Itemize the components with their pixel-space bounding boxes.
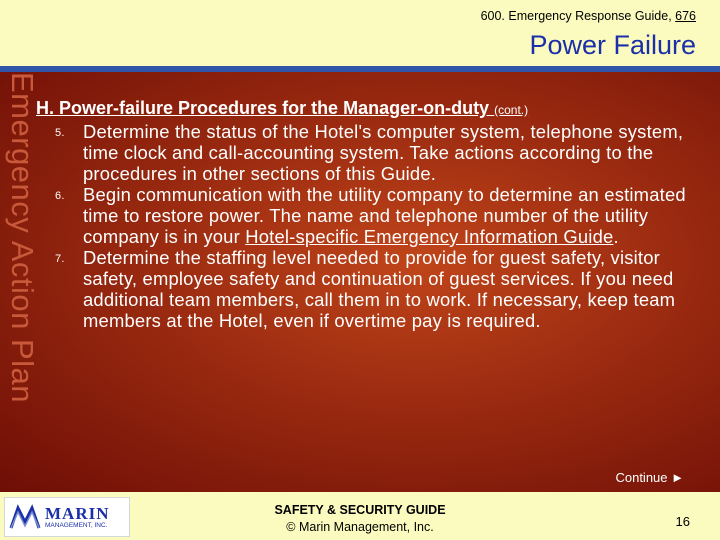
list-item-text: Begin communication with the utility company to determine an estimated time to restore power. The name and telephone number of the utility company is in your (83, 184, 686, 247)
section-heading-text: H. Power-failure Procedures for the Manager-on-duty (36, 98, 490, 118)
page-title: Power Failure (529, 30, 696, 60)
page-number: 16 (675, 514, 690, 529)
vertical-label-container (0, 72, 40, 492)
footer-title: SAFETY & SECURITY GUIDE (274, 503, 446, 517)
list-item-number: 5. (55, 127, 65, 139)
list-item (36, 121, 706, 184)
footer-copyright: © Marin Management, Inc. (286, 520, 434, 534)
vertical-label: Emergency Action Plan (5, 72, 40, 404)
list-item (36, 247, 706, 331)
list-item-number: 7. (55, 253, 65, 265)
list-item-text: Determine the staffing level needed to provide for guest safety, visitor safety, employee safety and continuation of guest services. If you need additional team members, call them in to work. If necessary, keep team members at the Hotel, even if overtime pay is required. (83, 247, 676, 331)
list-item-number: 6. (55, 190, 65, 202)
continue-link[interactable]: Continue ► (615, 470, 684, 485)
heading-suffix: (cont.) (494, 103, 529, 117)
header-bar (0, 0, 720, 66)
guide-reference (481, 9, 696, 23)
list-item (36, 184, 706, 247)
logo-brand: MARIN (45, 504, 110, 523)
hotel-guide-link[interactable]: Hotel-specific Emergency Information Guide (245, 226, 614, 247)
list-item-text: Determine the status of the Hotel's computer system, telephone system, time clock and call-accounting system. Take actions according to the procedures in other sections of this Guide. (83, 121, 684, 184)
main-content (36, 98, 706, 331)
logo-subtitle: MANAGEMENT, INC. (45, 522, 108, 529)
section-heading (36, 98, 706, 119)
list-item-text-end: . (613, 226, 619, 247)
guide-page-link[interactable]: 676 (675, 9, 696, 23)
guide-reference-text: 600. Emergency Response Guide, (480, 9, 676, 23)
